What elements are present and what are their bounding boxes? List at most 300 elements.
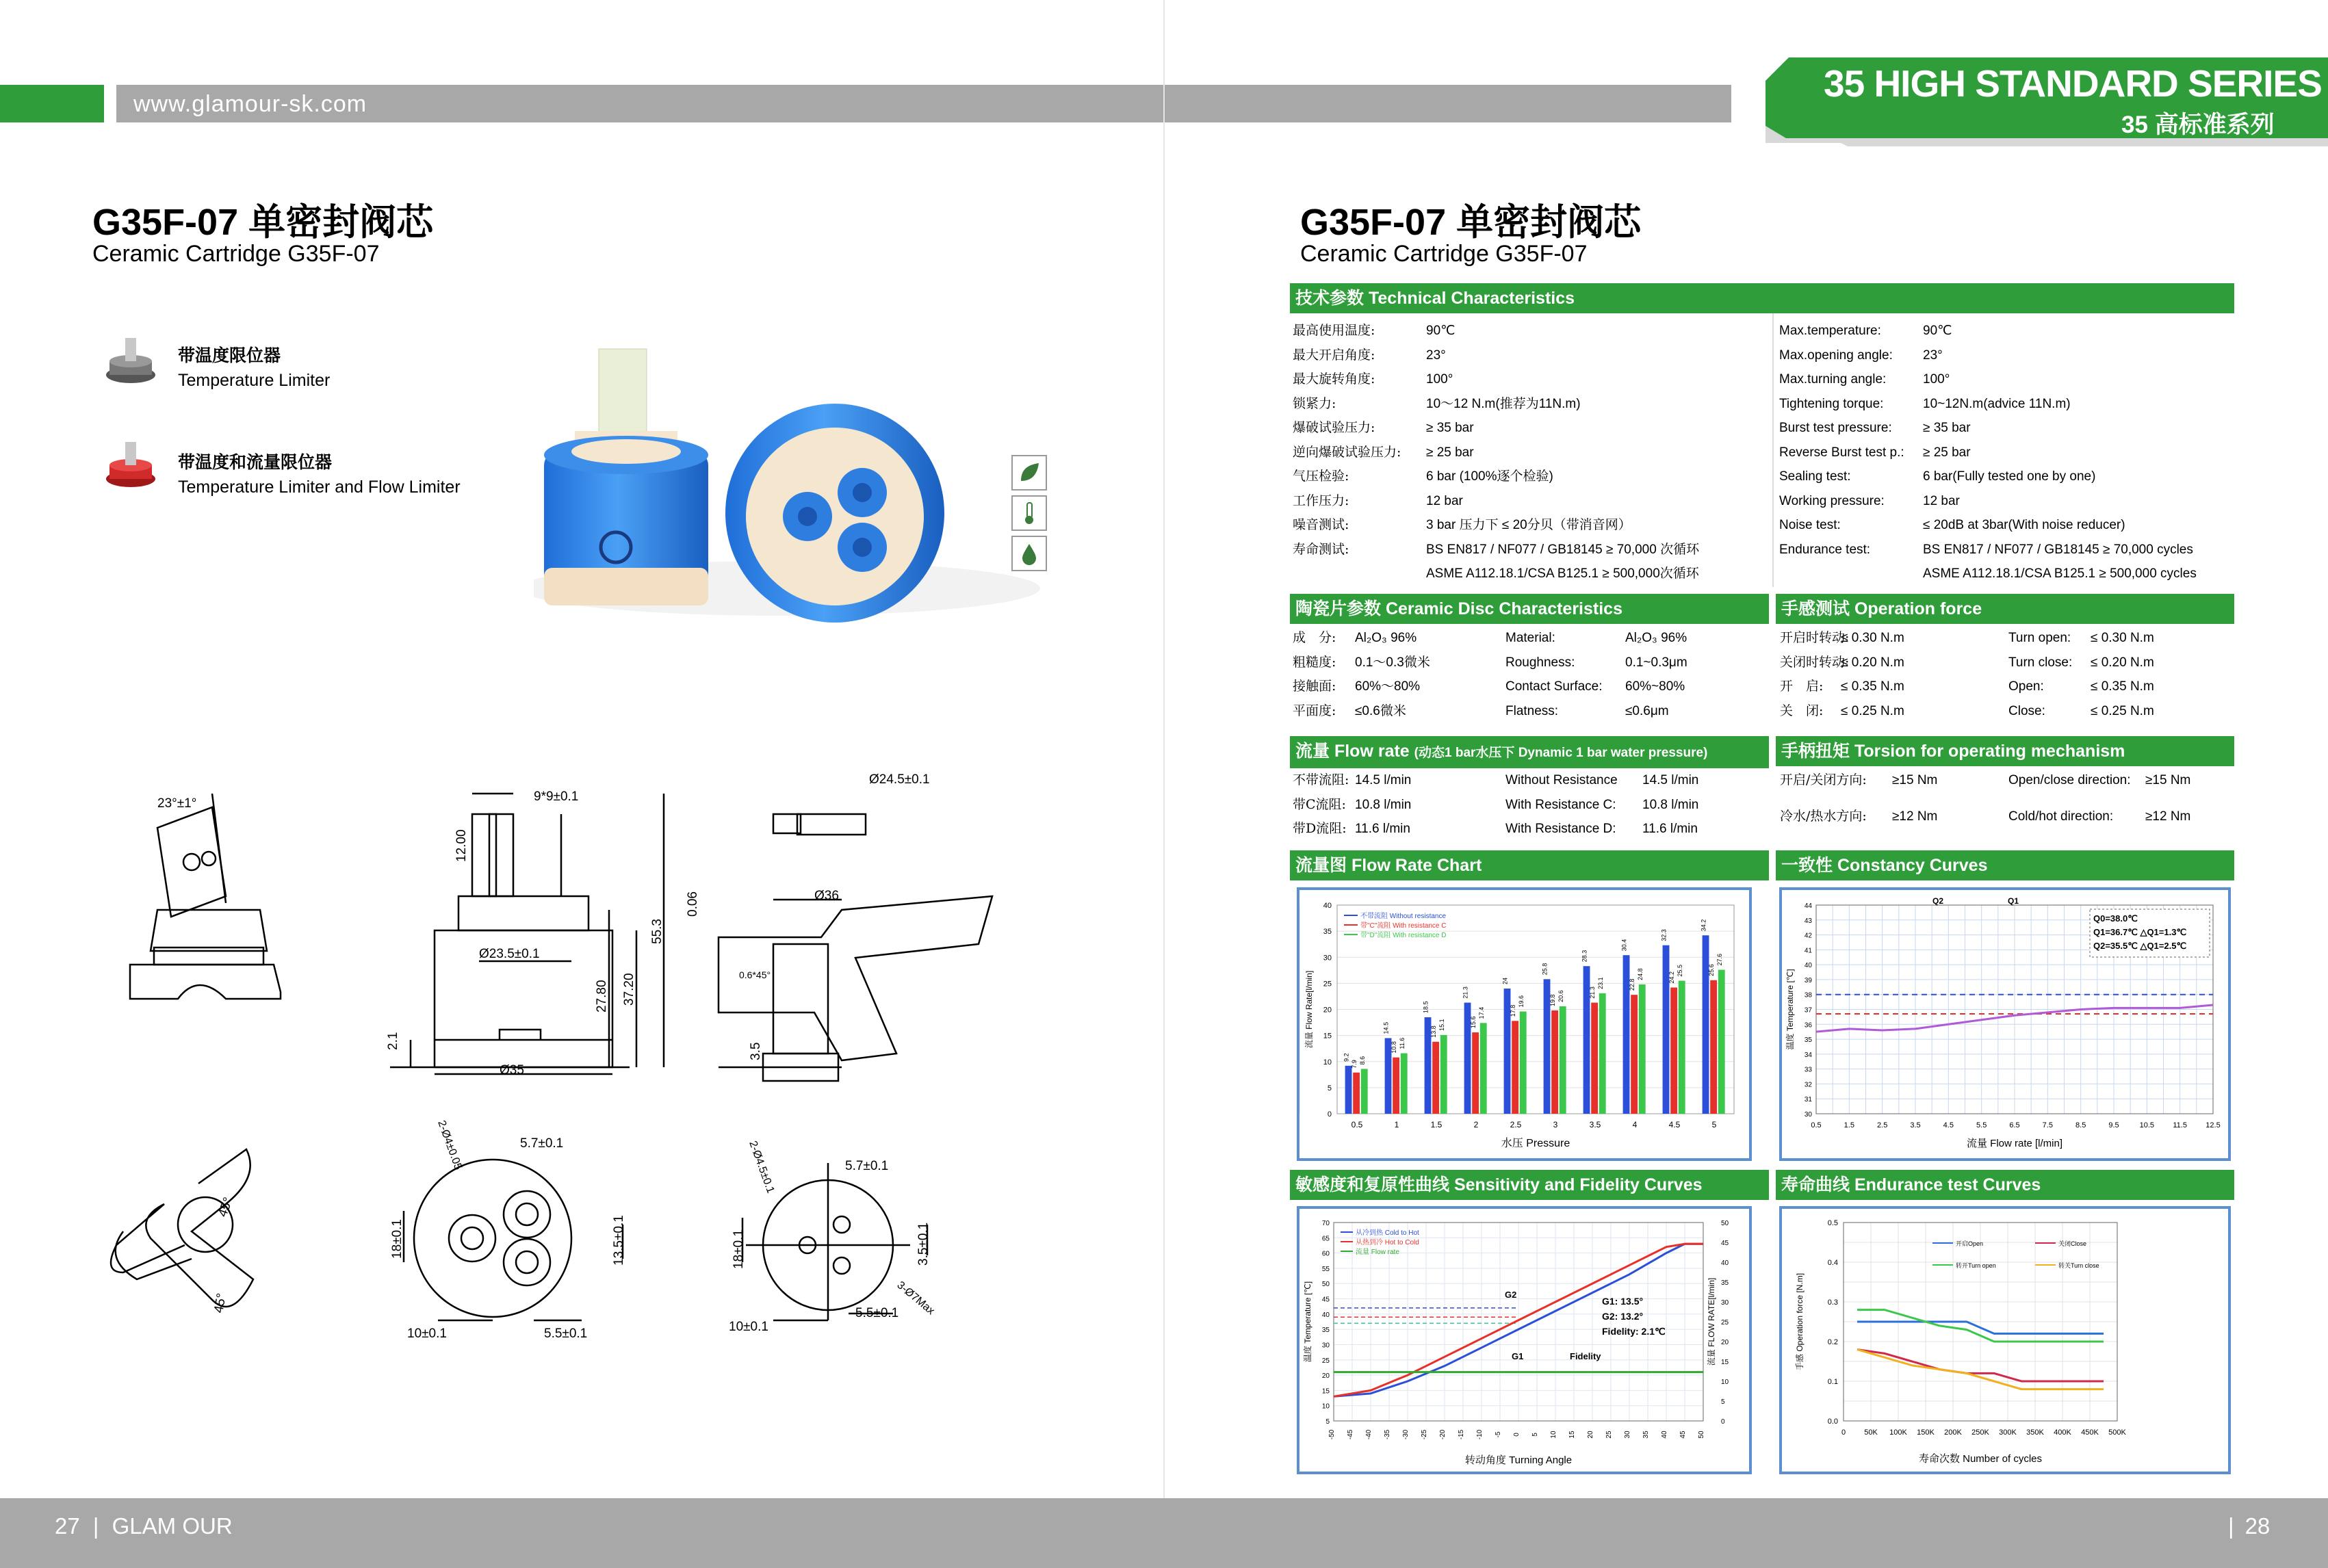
bar	[1480, 1023, 1487, 1114]
bar-value-label: 34.2	[1700, 919, 1707, 932]
x-tick-label: 5	[1531, 1433, 1539, 1437]
brand-name: GLAM OUR	[112, 1513, 233, 1539]
annotation: Fidelity	[1570, 1351, 1601, 1361]
y-tick-label: 0.2	[1827, 1338, 1838, 1346]
dim-label: 0.06	[686, 891, 700, 917]
bar	[1432, 1042, 1439, 1114]
table-cell: 最大开启角度:	[1293, 347, 1375, 363]
dim-label: 12.00	[454, 829, 469, 862]
x-tick-label: 5.5	[1976, 1121, 1987, 1129]
table-cell: 寿命测试:	[1293, 541, 1349, 557]
table-cell: Cold/hot direction:	[2008, 809, 2114, 824]
table-cell: 最大旋转角度:	[1293, 371, 1375, 387]
x-tick-label: 40	[1661, 1430, 1668, 1439]
dim-label: 27.80	[595, 980, 609, 1012]
bar	[1663, 945, 1670, 1114]
y-tick-label: 5	[1325, 1418, 1330, 1426]
x-tick-label: 0.5	[1351, 1120, 1363, 1129]
x-tick-label: 10.5	[2139, 1121, 2155, 1129]
y2-tick-label: 0	[1721, 1418, 1725, 1426]
table-cell: ≤ 0.30 N.m	[1841, 631, 1904, 645]
table-cell: Roughness:	[1505, 655, 1575, 670]
table-cell: ≤ 0.25 N.m	[2091, 703, 2154, 718]
table-cell: 10.8 l/min	[1642, 797, 1699, 812]
y2-tick-label: 5	[1721, 1398, 1725, 1406]
x-tick-label: -30	[1402, 1429, 1410, 1440]
dim-label: Ø24.5±0.1	[869, 772, 930, 787]
bar	[1401, 1054, 1408, 1114]
x-tick-label: 12.5	[2206, 1121, 2221, 1129]
flow-chart-box	[1297, 887, 1752, 1161]
table-cell: 带C流阻:	[1293, 796, 1346, 812]
y-tick-label: 15	[1321, 1387, 1330, 1396]
y-axis-label: 手感 Operation force [N.m]	[1795, 1272, 1805, 1371]
x-tick-label: 45	[1679, 1430, 1687, 1439]
thermometer-icon[interactable]	[1011, 495, 1047, 531]
water-drop-icon[interactable]	[1011, 536, 1047, 571]
ceramic-header	[1290, 594, 1769, 624]
series-title-cn: 35 高标准系列	[2121, 112, 2275, 138]
x-tick-label: 2	[1473, 1120, 1479, 1129]
y2-tick-label: 45	[1721, 1240, 1729, 1247]
annotation: G1	[1512, 1351, 1524, 1361]
ceramic-title-cn: 陶瓷片参数	[1295, 599, 1382, 618]
torsion-table	[1776, 768, 2234, 844]
y2-tick-label: 15	[1721, 1359, 1729, 1366]
table-cell: 噪音测试:	[1293, 517, 1349, 532]
table-cell: Noise test:	[1779, 518, 1841, 532]
cartridge-photo	[534, 342, 1095, 623]
y-tick-label: 25	[1323, 980, 1332, 989]
table-cell: ≤0.6微米	[1355, 703, 1406, 718]
legend-cn-2: 带温度和流量限位器	[178, 453, 333, 472]
x-tick-label: 4.5	[1943, 1121, 1954, 1129]
y-tick-label: 70	[1321, 1220, 1330, 1227]
dim-label: 45°	[215, 1195, 236, 1219]
y-tick-label: 42	[1804, 932, 1812, 940]
table-cell: ≥15 Nm	[2145, 773, 2191, 787]
x-tick-label: -20	[1439, 1429, 1447, 1440]
bar-value-label: 32.3	[1660, 929, 1668, 941]
y-tick-label: 30	[1804, 1111, 1812, 1119]
bar-value-label: 24	[1501, 977, 1509, 984]
legend-cn-1: 带温度限位器	[178, 346, 281, 365]
y-tick-label: 55	[1321, 1265, 1330, 1273]
table-cell: Turn close:	[2008, 655, 2073, 670]
endurance-header	[1776, 1170, 2234, 1200]
dim-label: 5.7±0.1	[520, 1136, 564, 1151]
bar-value-label: 8.6	[1358, 1056, 1366, 1065]
x-axis-label: 寿命次数 Number of cycles	[1918, 1453, 2043, 1465]
right-title-en: Ceramic Cartridge G35F-07	[1300, 241, 1588, 267]
x-tick-label: 35	[1642, 1430, 1650, 1439]
table-cell: 锁紧力:	[1293, 395, 1336, 411]
table-cell: 成 分:	[1293, 630, 1336, 645]
table-cell: 带D流阻:	[1293, 821, 1347, 836]
dim-label: 5.5±0.1	[544, 1327, 588, 1341]
flow-title-note: (动态1 bar水压下 Dynamic 1 bar water pressure)	[1414, 746, 1708, 760]
dim-label: 0.6*45°	[739, 969, 771, 980]
y-tick-label: 20	[1321, 1372, 1330, 1381]
table-cell: 逆向爆破试验压力:	[1293, 444, 1401, 460]
x-tick-label: 500K	[2108, 1428, 2126, 1437]
bar-value-label: 20.6	[1557, 990, 1564, 1002]
bar	[1639, 984, 1646, 1114]
y-tick-label: 20	[1323, 1006, 1332, 1015]
bar-value-label: 15.6	[1470, 1016, 1477, 1029]
operation-table	[1776, 626, 2234, 729]
x-tick-label: 250K	[1971, 1428, 1989, 1437]
table-cell: ≥12 Nm	[2145, 809, 2191, 824]
y2-tick-label: 35	[1721, 1279, 1729, 1287]
table-cell: 不带流阻:	[1293, 772, 1349, 787]
table-cell: 12 bar	[1923, 493, 1960, 508]
bar-value-label: 7.9	[1351, 1060, 1358, 1069]
table-cell: With Resistance C:	[1505, 797, 1616, 812]
bar	[1703, 935, 1709, 1114]
dim-label: 10±0.1	[729, 1320, 768, 1334]
ceramic-title-en: Ceramic Disc Characteristics	[1385, 599, 1622, 618]
table-cell: Al₂O₃ 96%	[1355, 631, 1417, 645]
bar-value-label: 27.6	[1716, 954, 1723, 966]
annotation: G1: 13.5°	[1602, 1296, 1644, 1307]
y-tick-label: 40	[1804, 962, 1812, 970]
side-icon-list	[1011, 455, 1050, 571]
bar	[1679, 981, 1685, 1114]
x-tick-label: 8.5	[2075, 1121, 2086, 1129]
endurance-chart-box	[1779, 1206, 2231, 1474]
table-cell: 10～12 N.m(推荐为11N.m)	[1426, 396, 1581, 411]
table-cell: Al₂O₃ 96%	[1625, 631, 1687, 645]
table-cell: 100°	[1426, 372, 1453, 387]
y-axis-label: 流量 Flow Rate[l/min]	[1304, 970, 1314, 1049]
legend-label: 关闭Close	[2058, 1240, 2087, 1247]
annotation: Q2	[1932, 896, 1944, 906]
footer-right: | 28	[2228, 1513, 2271, 1539]
tech-title-cn: 技术参数	[1295, 289, 1365, 308]
dim-label: Ø36	[814, 889, 839, 903]
site-url[interactable]: www.glamour-sk.com	[133, 91, 367, 117]
y2-tick-label: 40	[1721, 1259, 1729, 1267]
x-axis-label: 转动角度 Turning Angle	[1464, 1454, 1573, 1466]
y-tick-label: 25	[1321, 1357, 1330, 1365]
y-tick-label: 31	[1804, 1096, 1812, 1104]
table-cell: 6 bar(Fully tested one by one)	[1923, 469, 2096, 484]
table-cell: Turn open:	[2008, 631, 2071, 645]
bar-value-label: 28.3	[1581, 950, 1588, 963]
y-tick-label: 0.1	[1827, 1378, 1838, 1386]
table-cell: 关闭时转动:	[1780, 654, 1850, 670]
endurance-title-cn: 寿命曲线	[1781, 1175, 1850, 1194]
constancy-header	[1776, 850, 2234, 880]
annotation: Q1=36.7℃ △Q1=1.3℃	[2093, 927, 2187, 937]
legend-label: 从冷到热 Cold to Hot	[1356, 1229, 1419, 1237]
table-cell: Close:	[2008, 703, 2045, 718]
flow-title-en: Flow rate	[1334, 742, 1410, 761]
y-tick-label: 34	[1804, 1051, 1812, 1059]
x-tick-label: 7.5	[2042, 1121, 2053, 1129]
table-cell: ≤ 0.35 N.m	[2091, 679, 2154, 694]
page-divider	[1163, 0, 1165, 1498]
bar	[1631, 995, 1638, 1114]
legend-label: 带"D"流阻 With resistance D	[1360, 932, 1447, 939]
table-cell: Contact Surface:	[1505, 679, 1603, 694]
x-tick-label: 0.5	[1811, 1121, 1822, 1129]
red-knob-icon	[104, 438, 157, 491]
x-axis-label: 流量 Flow rate [l/min]	[1966, 1138, 2063, 1149]
technical-drawings	[89, 753, 1006, 1402]
sensitivity-title-cn: 敏感度和复原性曲线	[1295, 1175, 1450, 1194]
operation-header	[1776, 594, 2234, 624]
dim-label: 5.7±0.1	[845, 1159, 889, 1173]
y-axis-label: 温度 Temperature [℃]	[1785, 969, 1795, 1050]
dim-label: Ø23.5±0.1	[479, 947, 540, 961]
y-tick-label: 60	[1321, 1250, 1330, 1258]
table-cell: ASME A112.18.1/CSA B125.1 ≥ 500,000次循环	[1426, 566, 1699, 581]
page-title-en: Ceramic Cartridge G35F-07	[92, 241, 380, 267]
dim-label: 55.3	[650, 919, 664, 944]
table-cell: ≥12 Nm	[1892, 809, 1938, 824]
legend-label: 流量 Flow rate	[1356, 1249, 1399, 1256]
bar	[1520, 1012, 1527, 1114]
bar	[1670, 987, 1677, 1114]
table-cell: 60%～80%	[1355, 679, 1421, 694]
right-title-cn: G35F-07 单密封阀芯	[1300, 202, 1642, 243]
y-tick-label: 0.5	[1827, 1219, 1838, 1227]
bar-value-label: 19.6	[1517, 995, 1525, 1008]
bar	[1472, 1032, 1479, 1114]
torsion-title-cn: 手柄扭矩	[1781, 742, 1850, 761]
table-cell: 0.1～0.3微米	[1355, 655, 1430, 670]
x-tick-label: 20	[1587, 1430, 1594, 1439]
table-cell: Burst test pressure:	[1779, 421, 1892, 435]
table-cell: 23°	[1923, 348, 1943, 363]
sensitivity-chart-box	[1297, 1206, 1752, 1474]
bar-value-label: 11.6	[1398, 1037, 1406, 1049]
y-tick-label: 45	[1321, 1296, 1330, 1304]
table-cell: Material:	[1505, 631, 1555, 645]
annotation: G2: 13.2°	[1602, 1311, 1644, 1322]
bar	[1591, 1003, 1598, 1114]
y2-tick-label: 25	[1721, 1319, 1729, 1327]
x-tick-label: -10	[1476, 1429, 1484, 1440]
y-tick-label: 32	[1804, 1081, 1812, 1089]
table-cell: ≤ 20dB at 3bar(With noise reducer)	[1923, 518, 2125, 532]
footer-left: 27 | GLAM OUR	[55, 1513, 233, 1539]
bar	[1512, 1021, 1518, 1114]
constancy-chart-box	[1779, 887, 2231, 1161]
bar-value-label: 13.8	[1430, 1025, 1438, 1038]
table-cell: ≥ 25 bar	[1426, 445, 1474, 460]
y-tick-label: 38	[1804, 991, 1812, 999]
x-tick-label: 100K	[1889, 1428, 1907, 1437]
tech-title-en: Technical Characteristics	[1368, 289, 1575, 308]
table-cell: 60%~80%	[1625, 679, 1685, 694]
bar	[1393, 1058, 1399, 1114]
torsion-header	[1776, 736, 2234, 766]
page-title-cn: G35F-07 单密封阀芯	[92, 202, 434, 243]
flow-title-cn: 流量	[1295, 742, 1330, 761]
bar	[1560, 1006, 1566, 1114]
x-tick-label: 25	[1605, 1430, 1613, 1439]
x-tick-label: 1	[1394, 1120, 1399, 1129]
bar-value-label: 17.4	[1477, 1006, 1485, 1019]
bar-value-label: 24.8	[1636, 968, 1644, 980]
y-tick-label: 41	[1804, 947, 1812, 955]
table-cell: 90℃	[1923, 324, 1952, 338]
footer-bar	[0, 1498, 2328, 1568]
x-tick-label: 6.5	[2009, 1121, 2020, 1129]
x-tick-label: 11.5	[2173, 1121, 2187, 1129]
x-tick-label: 50K	[1864, 1428, 1878, 1437]
y-tick-label: 44	[1804, 902, 1812, 910]
annotation: Fidelity: 2.1℃	[1602, 1326, 1666, 1337]
leaf-icon[interactable]	[1011, 455, 1047, 491]
bar	[1361, 1069, 1368, 1114]
dim-label: 9*9±0.1	[534, 789, 579, 804]
dim-label: 3-Ø7Max	[894, 1279, 937, 1318]
bar-value-label: 24.2	[1668, 971, 1676, 984]
x-tick-label: 350K	[2026, 1428, 2044, 1437]
flow-table	[1290, 768, 1769, 844]
legend-label: 转开Turn open	[1956, 1262, 1996, 1269]
table-cell: Without Resistance	[1505, 773, 1618, 787]
x-tick-label: 400K	[2054, 1428, 2071, 1437]
legend-en-1: Temperature Limiter	[178, 371, 331, 390]
table-cell: 0.1~0.3μm	[1625, 655, 1687, 670]
bar-value-label: 9.2	[1343, 1053, 1350, 1062]
y-tick-label: 10	[1321, 1402, 1330, 1411]
page-number-right: 28	[2245, 1513, 2271, 1539]
table-cell: ≤ 0.20 N.m	[2091, 655, 2154, 670]
annotation: Q0=38.0℃	[2093, 913, 2138, 924]
table-cell: 14.5 l/min	[1355, 773, 1412, 787]
table-cell: BS EN817 / NF077 / GB18145 ≥ 70,000 cycles	[1923, 542, 2193, 557]
table-cell: Reverse Burst test p.:	[1779, 445, 1904, 460]
table-cell: 粗糙度:	[1293, 654, 1336, 670]
dim-label: 3.5	[749, 1042, 763, 1060]
legend-label: 开启Open	[1956, 1240, 1984, 1247]
bar	[1710, 980, 1717, 1114]
flow-chart-header	[1290, 850, 1769, 880]
table-cell: 开启/关闭方向:	[1780, 772, 1867, 787]
table-cell: With Resistance D:	[1505, 822, 1616, 836]
table-cell: 6 bar (100%逐个检验)	[1426, 469, 1553, 484]
y-tick-label: 50	[1321, 1281, 1330, 1289]
table-cell: 11.6 l/min	[1642, 822, 1698, 836]
x-tick-label: 4.5	[1668, 1120, 1681, 1129]
y-tick-label: 65	[1321, 1235, 1330, 1243]
annotation: Q2=35.5℃ △Q1=2.5℃	[2093, 941, 2187, 951]
y-tick-label: 40	[1323, 902, 1332, 910]
table-cell: ≥ 35 bar	[1426, 421, 1474, 435]
table-cell: Endurance test:	[1779, 542, 1871, 557]
bar	[1440, 1035, 1447, 1114]
table-cell: ≥15 Nm	[1892, 773, 1938, 787]
dim-label: Ø35	[500, 1063, 524, 1077]
table-cell: 10.8 l/min	[1355, 797, 1412, 812]
dim-label: 37.20	[622, 973, 636, 1006]
x-tick-label: 2.5	[1877, 1121, 1888, 1129]
table-cell: 关 闭:	[1780, 703, 1824, 718]
table-cell: Flatness:	[1505, 703, 1559, 718]
table-cell: 平面度:	[1293, 703, 1336, 718]
y-tick-label: 33	[1804, 1066, 1812, 1074]
y2-tick-label: 10	[1721, 1378, 1729, 1386]
bar-value-label: 23.1	[1596, 977, 1604, 989]
x-tick-label: -45	[1347, 1429, 1354, 1440]
y-tick-label: 37	[1804, 1006, 1812, 1015]
x-tick-label: 150K	[1917, 1428, 1935, 1437]
legend-label: 从热到冷 Hot to Cold	[1356, 1239, 1419, 1246]
y-tick-label: 39	[1804, 976, 1812, 984]
bar-value-label: 14.5	[1382, 1021, 1390, 1034]
table-cell: 12 bar	[1426, 493, 1463, 508]
constancy-title-cn: 一致性	[1781, 856, 1833, 875]
bar-value-label: 17.8	[1510, 1004, 1517, 1017]
bar-value-label: 22.8	[1629, 978, 1636, 991]
table-cell: Working pressure:	[1779, 493, 1885, 508]
bar-value-label: 21.3	[1462, 986, 1469, 999]
dim-angle: 23°±1°	[157, 796, 197, 811]
y-tick-label: 5	[1327, 1084, 1332, 1093]
legend-label: 带"C"流阻 With resistance C	[1360, 922, 1447, 930]
x-tick-label: -35	[1384, 1429, 1391, 1440]
sensitivity-header	[1290, 1170, 1769, 1200]
x-tick-label: 450K	[2081, 1428, 2099, 1437]
operation-title-cn: 手感测试	[1781, 599, 1850, 618]
annotation: G2	[1505, 1290, 1517, 1300]
y-tick-label: 0.0	[1827, 1417, 1838, 1426]
x-tick-label: 0	[1841, 1428, 1846, 1437]
tech-panel	[1290, 313, 2234, 587]
tech-divider	[1772, 313, 1774, 587]
flow-rate-chart	[1299, 890, 1749, 1158]
bar-value-label: 30.4	[1620, 939, 1628, 952]
gray-knob-icon	[104, 334, 157, 387]
table-cell: 冷水/热水方向:	[1780, 809, 1867, 824]
y2-tick-label: 50	[1721, 1220, 1729, 1227]
bar-value-label: 25.5	[1676, 965, 1683, 977]
table-cell: 工作压力:	[1293, 493, 1349, 508]
x-axis-label: 水压 Pressure	[1501, 1138, 1570, 1149]
flow-chart-title-cn: 流量图	[1295, 856, 1347, 875]
y-tick-label: 43	[1804, 917, 1812, 925]
y-tick-label: 0.4	[1827, 1259, 1838, 1267]
tech-header	[1290, 283, 2234, 313]
dim-label: 3.5±0.1	[916, 1222, 931, 1266]
y-tick-label: 36	[1804, 1021, 1812, 1030]
dim-label: 2.1	[386, 1032, 400, 1050]
table-cell: 开 启:	[1780, 679, 1824, 694]
bar-value-label: 18.5	[1422, 1001, 1430, 1013]
x-tick-label: -40	[1365, 1429, 1373, 1440]
table-cell: Sealing test:	[1779, 469, 1851, 484]
bar-value-label: 21.3	[1589, 986, 1596, 999]
y-tick-label: 30	[1321, 1342, 1330, 1350]
dim-label: 2-Ø4.5±0.1	[747, 1139, 777, 1195]
bar	[1551, 1010, 1558, 1114]
dim-label: 18±0.1	[732, 1229, 746, 1269]
table-cell: 最高使用温度:	[1293, 323, 1375, 338]
x-tick-label: 3.5	[1589, 1120, 1601, 1129]
table-cell: ≤ 0.25 N.m	[1841, 703, 1904, 718]
legend-label: 转关Turn close	[2058, 1262, 2099, 1269]
table-cell: ≤ 0.35 N.m	[1841, 679, 1904, 694]
x-tick-label: 1.5	[1430, 1120, 1443, 1129]
dim-label: 45°	[211, 1292, 229, 1314]
bar-value-label: 10.8	[1391, 1041, 1398, 1054]
